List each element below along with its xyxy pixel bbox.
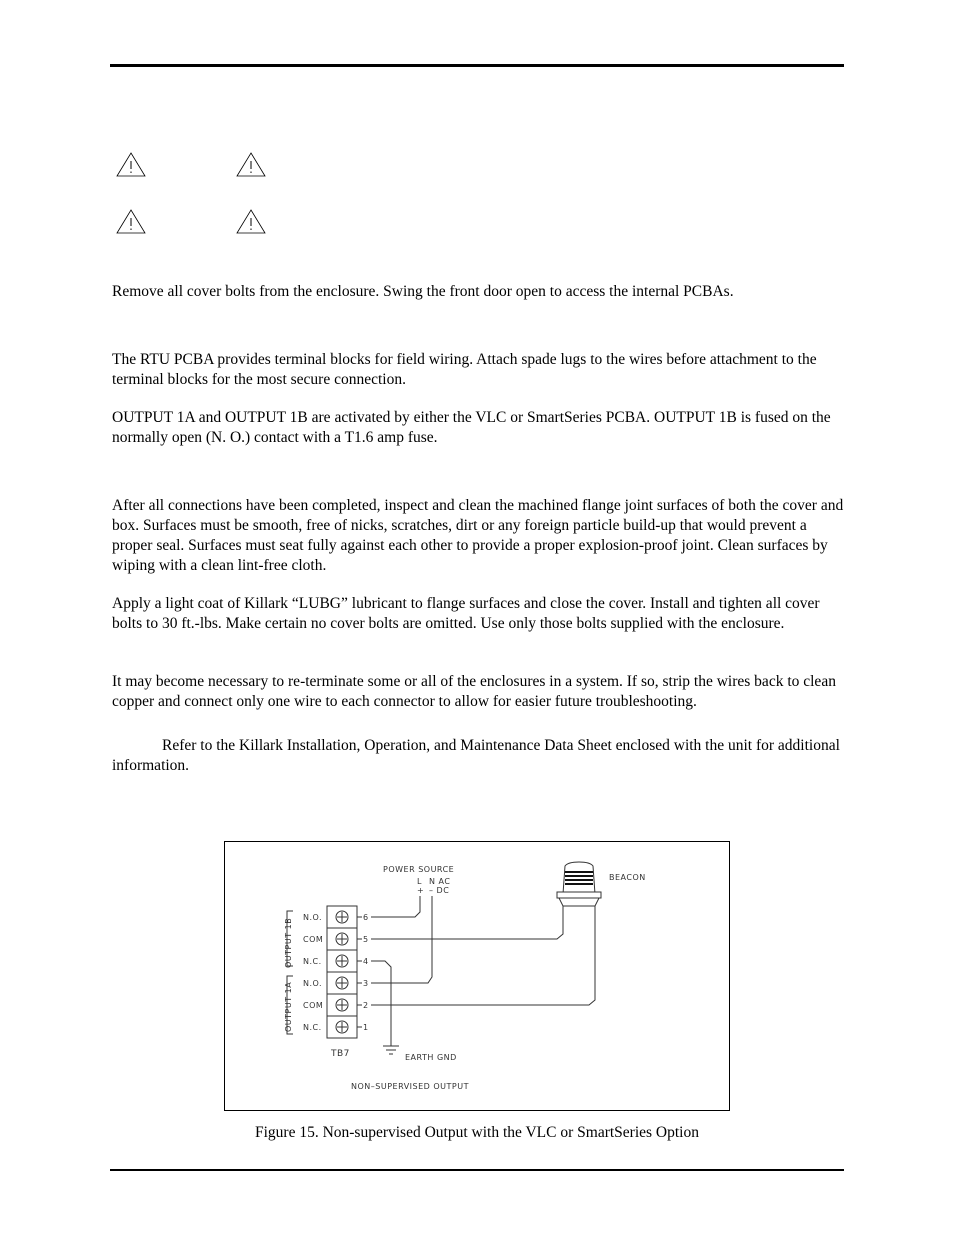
minus-dc-label: – DC [429,886,450,895]
terminal-label: N.C. [303,957,322,966]
warning-triangle-icon [236,209,266,235]
wiring-diagram [224,841,730,1111]
power-source-label: POWER SOURCE [383,865,455,874]
paragraph-close-cover: Apply a light coat of Killark “LUBG” lubricant to flange surfaces and close the cover. Install and tighten all cover bolts to 30 ft.-lbs. Make certain no cover bolts are omitted. Use only those bolts supplied with the enclosure. [112,595,820,632]
paragraph-outputs: OUTPUT 1A and OUTPUT 1B are activated by either the VLC or SmartSeries PCBA. OUTPUT 1B is fused on the normally open (N. O.) contact with a T1.6 amp fuse. [112,409,831,446]
warning-triangle-icon [116,152,146,178]
footer-rule [110,1169,844,1171]
terminal-number: 6 [363,913,369,922]
beacon-label: BEACON [609,873,646,882]
paragraph-open-enclosure: Remove all cover bolts from the enclosure. Swing the front door open to access the internal PCBAs. [112,283,734,300]
figure-caption: Figure 15. Non-supervised Output with the VLC or SmartSeries Option [254,1124,699,1141]
terminal-label: N.O. [303,913,323,922]
header-rule [110,64,844,67]
terminal-number: 3 [363,979,369,988]
terminal-label: COM [303,1001,324,1010]
diagram-subtitle: NON–SUPERVISED OUTPUT [351,1082,469,1091]
terminal-number: 5 [363,935,369,944]
terminal-number: 1 [363,1023,369,1032]
plus-label: + [417,886,425,895]
l-label: L [417,877,422,886]
earth-gnd-label: EARTH GND [405,1053,457,1062]
paragraph-refer-datasheet: Refer to the Killark Installation, Operation, and Maintenance Data Sheet enclosed with the unit for additional information. [112,737,840,774]
terminal-number: 4 [363,957,369,966]
terminal-block [327,906,357,1038]
terminal-label: N.O. [303,979,323,988]
paragraph-flange-inspection: After all connections have been completed, inspect and clean the machined flange joint surfaces of both the cover and box. Surfaces must be smooth, free of nicks, scratches, dirt or any foreign particle build-up that would prevent a proper seal. Surfaces must seat fully against each other to provide a proper explosion-proof joint. Clean surfaces by wiping with a clean lint-free cloth. [112,497,844,574]
terminal-label: COM [303,935,324,944]
n-ac-label: N AC [429,877,451,886]
tb7-label: TB7 [331,1049,350,1059]
wire [371,896,595,1046]
ground-icon [383,1046,399,1054]
paragraph-terminal-blocks: The RTU PCBA provides terminal blocks for field wiring. Attach spade lugs to the wires before attachment to the terminal blocks for the most secure connection. [112,351,817,388]
terminal-label: N.C. [303,1023,322,1032]
beacon-icon [557,862,601,906]
warning-triangle-icon [116,209,146,235]
terminal-number: 2 [363,1001,369,1010]
output-1a-label: OUTPUT 1A [284,981,293,1032]
warning-triangle-icon [236,152,266,178]
paragraph-re-terminate: It may become necessary to re-terminate some or all of the enclosures in a system. If so, strip the wires back to clean copper and connect only one wire to each connector to allow for easier future troubleshooting. [112,673,836,710]
output-1b-label: OUTPUT 1B [284,917,293,968]
